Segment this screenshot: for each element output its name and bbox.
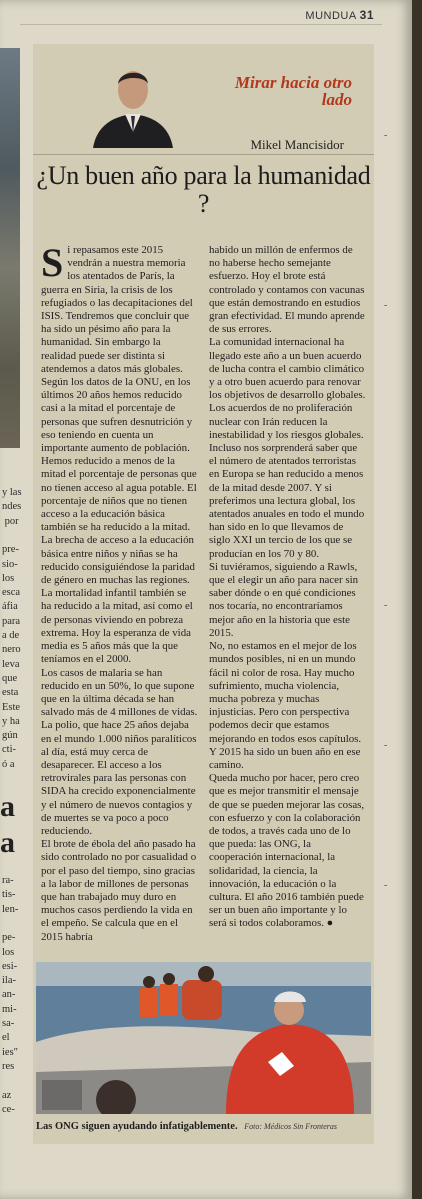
body-column-1 [41,240,198,944]
folio-section: MUNDUA [305,10,357,22]
neighbor-text-fragment: mi- [2,1003,17,1015]
neighbor-text-fragment: tis- [2,889,16,901]
neighbor-text-fragment: por [2,515,19,527]
ngo-rescue-photo [36,962,371,1114]
page-folio [305,8,374,22]
neighbor-text-fragment: esta [2,687,19,699]
neighbor-text-fragment: res [2,1060,15,1072]
neighbor-headline-fragment: a [0,790,15,823]
margin-mark: ‑ [384,300,388,311]
author-name: Mikel Mancisidor [250,137,344,152]
neighbor-text-fragment: pe- [2,932,16,944]
neighbor-text-fragment: ce- [2,1103,15,1115]
paragraph-10: Queda mucho por hacer, pero creo que es mejor transmitir el mensaje de que se pueden mejorar las cosas, con esfuerzo y con la colaboración de todos, a través cada uno de lo que pueda: las ONG, la cooperación internacional, la solidaridad, la ciencia, la innovación, la educación o la cultura. El año 2016 también puede ser un buen año importante y lo será si todos colaboramos. ● [209,772,365,930]
paragraph-6: La comunidad internacional ha llegado este año a un buen acuerdo de lucha contra el cambio climático y a otro buen acuerdo para renovar los objetivos de desarrollo globales. Los acuerdos de no proliferación nuclear con Irán reducen la inestabilidad y los riesgos globales. [209,336,366,441]
column-name: Mirar hacia otro lado [234,73,352,109]
neighbor-text-fragment: áfia [2,601,18,613]
neighbor-text-fragment: que [2,672,18,684]
neighbor-text-fragment: nero [2,644,21,656]
photo-caption [36,1121,337,1132]
neighbor-text-fragment: para [2,615,21,627]
margin-mark: ‑ [384,600,388,611]
paragraph-2: Según los datos de la ONU, en los últimos 20 años hemos reducido casi a la mitad el porcentaje de personas que sufren desnutrición y eso teniendo en cuenta un importante aumento de población. Hemos reducido a menos de la mitad el porcentaje de personas que no tienen acceso al agua potable. El porcentaje de niños que no tienen acceso a la educación básica también se ha reducido a la mitad. La brecha de acceso a la educación básica entre niños y niñas se ha reducido consiguiéndose la paridad de género en muchas las regiones. La mortalidad infantil también se ha reducido a la mitad, así como el de personas viviendo en pobreza extrema. Hoy la esperanza de vida media es 5 años más que la que teníamos en el 2000. [41,376,197,666]
paragraph-7: Incluso nos sorprenderá saber que el número de atentados terroristas en Europa se han reducido a menos de la mitad desde 2007. Y si preferimos una lectura global, los atentados anuales en todo el mundo han sido en lo que llevamos de siglo XXI un tercio de los que se producían en los 70 y 80. [209,442,365,560]
neighbor-photo-strip [0,48,20,448]
paragraph-4: El brote de ébola del año pasado ha sido controlado no por casualidad o por el paso del tiempo, sino gracias a la labor de millones de personas que han trabajado muy duro en muchos casos perdiendo la vida en el empeño. Se calcula que en el 2015 habría [41,838,197,943]
article-body [41,240,366,1014]
neighbor-text-fragment: esi- [2,960,18,972]
neighbor-text-fragment: az [2,1089,12,1101]
column-header [33,44,374,152]
paragraph-8: Si tuviéramos, siguiendo a Rawls, que el elegir un año para nacer sin saber dónde o en qué condiciones nos tocaría, no encontraríamos mejor año en la historia que este 2015. [209,560,359,639]
headline: ¿Un buen año para la humanidad ? [36,161,371,218]
folio-page-number: 31 [359,8,374,22]
neighbor-text-fragment: a de [2,630,20,641]
paragraph-9: No, no estamos en el mejor de los mundos posibles, ni en un mundo fácil ni color de rosa. Hay mucho sufrimiento, mucha violencia, mucha pobreza y muchas injusticias. Pero con perspectiva podemos decir que estamos mejorando en todos esos capítulos. Y 2015 ha sido un buen año en ese camino. [209,640,362,771]
opinion-article [33,44,374,1144]
neighbor-text-fragment: los [2,572,15,584]
author-portrait [85,54,181,148]
neighbor-text-fragment: pre- [2,544,19,556]
margin-mark: ‑ [384,880,388,891]
neighbor-text-fragment: ila- [2,975,16,987]
neighbor-text-fragment: gún [2,730,18,742]
header-rule [33,154,374,155]
neighbor-text-fragment: y ha [2,715,20,727]
neighbor-text-fragment: leva [2,658,20,670]
neighbor-text-fragment: y las [2,487,22,498]
margin-mark: ‑ [384,130,388,141]
body-column-2 [209,244,366,931]
paragraph-5: habido un millón de enfermos de no haberse hecho semejante esfuerzo. Hoy el brote está controlado y contamos con vacunas que están demostrando en estudios gran efectividad. El mundo aprende de sus errores. [209,244,365,336]
neighbor-text-fragment: sa- [2,1018,15,1029]
caption-text: Las ONG siguen ayudando infatigablemente. [36,1121,238,1132]
neighbor-text-fragment: ndes [2,501,22,513]
neighbor-text-fragment: len- [2,903,19,915]
neighbor-text-fragment: an- [2,989,16,1001]
margin-mark: ‑ [384,740,388,751]
paragraph-1: Si repasamos este 2015 vendrán a nuestra memoria los atentados de París, la guerra en Siria, la crisis de los refugiados o las decapitaciones del ISIS. Tendremos que concluir que ha sido un pésimo año para la humanidad. Sin embargo la realidad puede ser distinta si atendemos a datos más globales. [41,240,193,375]
neighbor-text-fragment: esca [2,587,21,599]
neighbor-text-fragment: sio- [2,558,18,570]
neighbor-headline-fragment: a [0,826,15,859]
drop-cap: S [41,240,64,285]
neighbor-text-fragment: el [2,1032,10,1044]
folio-rule [20,24,382,25]
neighbor-text-fragment: los [2,946,15,958]
photo-credit: Foto: Médicos Sin Fronteras [244,1122,338,1131]
neighbor-text-fragment: Este [2,701,21,713]
paragraph-3: Los casos de malaria se han reducido en un 50%, lo que supone que en la última década se han salvado más de 4 millones de vidas. La polio, que hace 25 años dejaba en el mundo 1.000 niños paralíticos al día, está muy cerca de desaparecer. El acceso a los retrovirales para las personas con SIDA ha crecido exponencialmente y el número de nuevos contagios y de muertes se va poco a poco reduciendo. [41,666,198,837]
neighbor-text-fragment: ies" [2,1046,18,1058]
neighbor-text-fragment: ó a [2,758,15,770]
neighbor-text-fragment: ra- [2,875,14,886]
neighbor-text-fragment: cti- [2,744,16,756]
